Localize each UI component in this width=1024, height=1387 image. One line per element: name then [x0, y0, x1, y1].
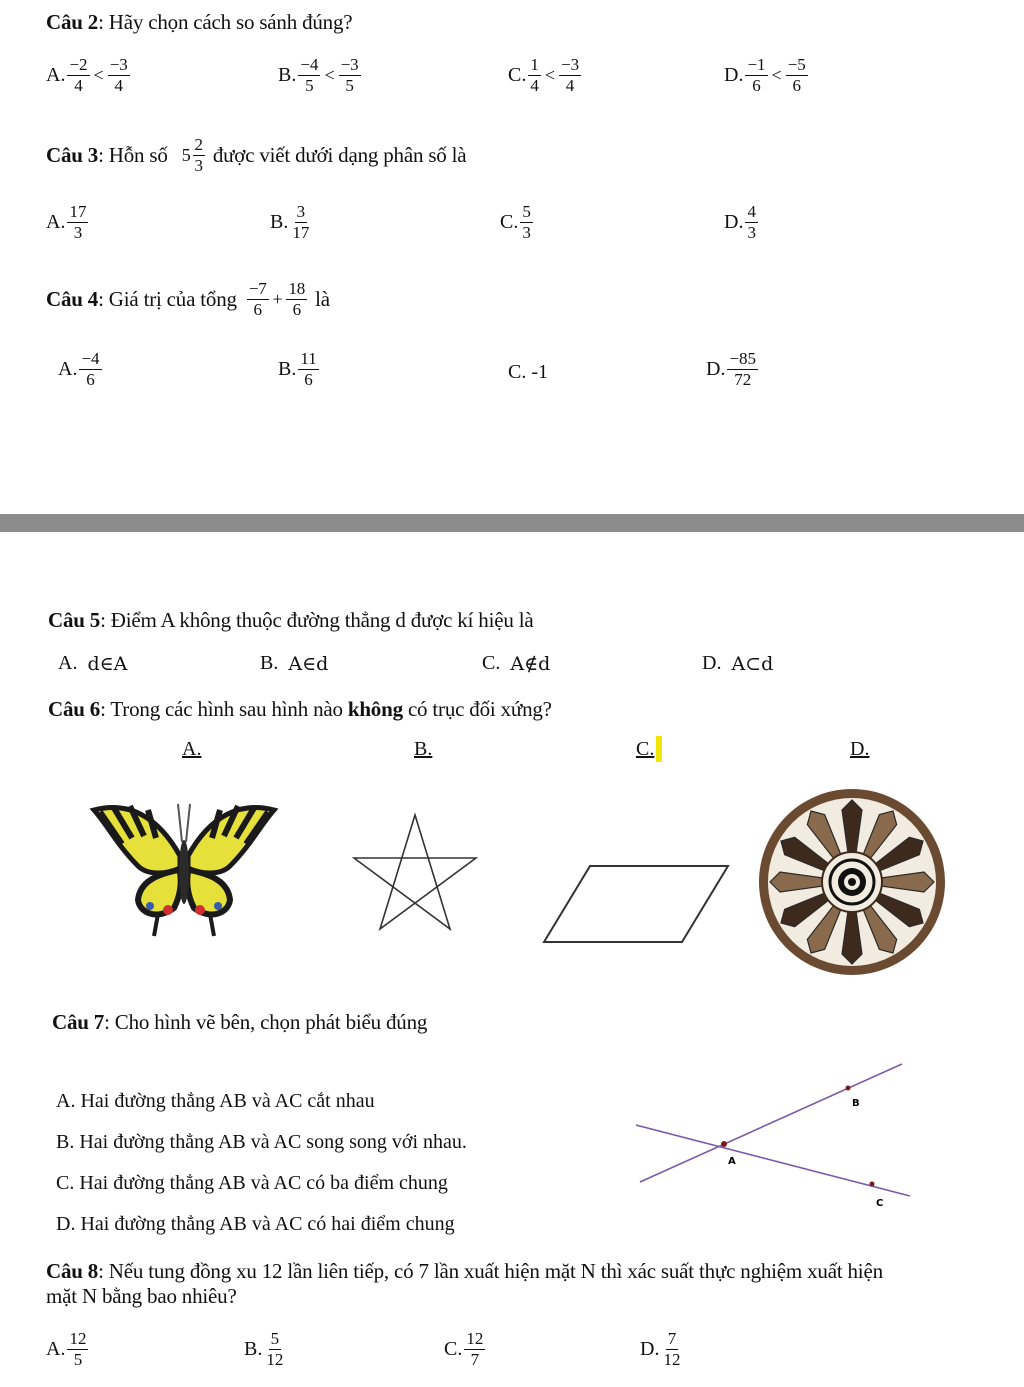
q7-option-b[interactable]: B. Hai đường thẳng AB và AC song song với nhau. [56, 1131, 467, 1153]
mixed-whole: 5 [181, 145, 191, 165]
butterfly-figure[interactable] [88, 796, 280, 938]
denominator: 3 [522, 223, 531, 242]
denominator: 3 [73, 223, 83, 242]
q6-option-c[interactable] [636, 736, 662, 762]
q6-label: Câu 6 [48, 697, 101, 721]
numerator: 12 [69, 1329, 87, 1348]
fraction [786, 56, 808, 95]
option-letter: B. [278, 64, 297, 86]
denominator: 12 [663, 1350, 681, 1369]
fraction [286, 280, 307, 319]
text-cursor-highlight [656, 736, 662, 762]
q3-label: Câu 3 [46, 143, 99, 167]
q3-text-pre: : Hỗn số [98, 143, 168, 167]
option-letter: C. [444, 1338, 463, 1360]
q6-text-bold: không [347, 697, 403, 721]
numerator: −85 [729, 349, 757, 368]
denominator: 4 [565, 76, 575, 95]
q3-option-d[interactable] [724, 203, 760, 242]
fraction [193, 136, 205, 175]
operator: < [93, 65, 104, 85]
numerator: 18 [288, 279, 306, 298]
option-letter: A. [46, 1338, 66, 1360]
option-letter: A. [46, 64, 66, 86]
operator: < [324, 65, 335, 85]
denominator: 4 [74, 76, 83, 95]
fraction [464, 1330, 485, 1369]
option-letter: A. [58, 358, 78, 380]
q2-label: Câu 2 [46, 10, 99, 34]
fraction [339, 56, 361, 95]
option-value: A∈d [288, 652, 329, 675]
q4-option-d[interactable] [706, 350, 760, 389]
q8-option-c[interactable] [444, 1330, 487, 1369]
numerator: −3 [340, 55, 359, 74]
numerator: 5 [522, 202, 531, 221]
numerator: −3 [561, 55, 580, 74]
option-letter: C. [482, 652, 501, 674]
q8-text-line2: mặt N bằng bao nhiêu? [46, 1284, 237, 1308]
fraction [298, 350, 318, 389]
q6-text-pre: : Trong các hình sau hình nào [100, 697, 348, 721]
q7-option-d[interactable]: D. Hai đường thẳng AB và AC có hai điểm chung [56, 1213, 455, 1235]
denominator: 6 [304, 370, 313, 389]
q6-question [48, 697, 552, 722]
fraction [290, 203, 311, 242]
fraction [108, 56, 130, 95]
denominator: 5 [345, 76, 354, 95]
q5-option-d[interactable] [702, 652, 773, 675]
numerator: 1 [530, 55, 539, 74]
numerator: −4 [300, 55, 319, 74]
q4-question [46, 280, 330, 319]
option-letter: A. [58, 652, 78, 674]
numerator: −4 [81, 349, 100, 368]
option-letter: D. [702, 652, 722, 674]
q3-option-c[interactable] [500, 203, 535, 242]
q7-option-a[interactable]: A. Hai đường thẳng AB và AC cắt nhau [56, 1090, 375, 1112]
denominator: 6 [752, 76, 761, 95]
q2-option-b[interactable] [278, 56, 363, 95]
q5-label: Câu 5 [48, 608, 101, 632]
q6-option-a-label[interactable]: A. [182, 738, 202, 760]
q2-question [46, 10, 352, 35]
numerator: 17 [69, 202, 87, 221]
option-letter: B. [260, 652, 279, 674]
q8-label: Câu 8 [46, 1259, 99, 1283]
fraction [745, 56, 767, 95]
point-a [721, 1141, 727, 1147]
fraction [67, 1330, 88, 1369]
label-b: B [852, 1098, 860, 1109]
lines-figure [636, 1058, 916, 1208]
q4-option-c[interactable] [508, 361, 548, 384]
q8-text-line1: : Nếu tung đồng xu 12 lần liên tiếp, có 7 lần xuất hiện mặt N thì xác suất thực nghiệm xuất hiện [98, 1259, 883, 1283]
denominator: 17 [292, 223, 310, 242]
q7-text: : Cho hình vẽ bên, chọn phát biểu đúng [104, 1010, 428, 1034]
operator: < [771, 65, 782, 85]
denominator: 6 [253, 300, 262, 319]
numerator: 3 [296, 202, 306, 221]
denominator: 6 [292, 300, 301, 319]
numerator: 2 [194, 135, 203, 154]
option-letter: D. [724, 64, 744, 86]
numerator: 4 [747, 202, 756, 221]
fraction [79, 350, 101, 389]
numerator: 5 [270, 1329, 280, 1348]
point-b [846, 1086, 851, 1091]
q2-text: : Hãy chọn cách so sánh đúng? [98, 10, 353, 34]
q5-option-b[interactable] [260, 652, 328, 675]
q6-option-c-label: C. [636, 737, 655, 760]
option-value: A∉d [510, 652, 551, 675]
fraction [528, 56, 541, 95]
option-letter: A. [46, 211, 66, 233]
option-letter: D. [640, 1338, 660, 1360]
option-letter: C. [500, 211, 519, 233]
parallelogram-figure[interactable] [540, 862, 732, 946]
q3-question [46, 136, 466, 175]
denominator: 3 [194, 156, 203, 175]
numerator: −1 [747, 55, 766, 74]
fraction [67, 56, 89, 95]
option-letter: C. [508, 64, 527, 86]
fraction [661, 1330, 682, 1369]
fraction [727, 350, 758, 389]
fraction [520, 203, 533, 242]
label-c: C [876, 1198, 884, 1208]
q8-option-b[interactable] [244, 1330, 287, 1369]
fraction [264, 1330, 285, 1369]
option-value: A⊂d [731, 652, 774, 675]
q3-text-post: được viết dưới dạng phân số là [212, 143, 467, 167]
q8-question [46, 1259, 883, 1284]
numerator: 11 [300, 349, 317, 368]
option-letter: D. [724, 211, 744, 233]
q3-option-a[interactable] [46, 203, 90, 242]
q4-label: Câu 4 [46, 287, 99, 311]
denominator: 4 [114, 76, 123, 95]
q2-option-a[interactable] [46, 56, 132, 95]
q7-label: Câu 7 [52, 1010, 105, 1034]
fraction [559, 56, 581, 95]
operator: < [544, 65, 555, 85]
option-letter: B. [278, 358, 297, 380]
denominator: 4 [530, 76, 539, 95]
line-ac [636, 1124, 910, 1196]
page-divider [0, 514, 1024, 532]
q5-option-c[interactable] [482, 652, 550, 675]
numerator: −5 [787, 55, 806, 74]
operator: + [272, 289, 283, 309]
q6-option-d-label[interactable]: D. [850, 738, 870, 760]
q2-option-d[interactable] [724, 56, 810, 95]
numerator: −2 [69, 55, 88, 74]
fraction [745, 203, 758, 242]
fraction [247, 280, 269, 319]
line-ab [640, 1064, 902, 1182]
denominator: 5 [73, 1350, 83, 1369]
numerator: −3 [109, 55, 128, 74]
denominator: 6 [792, 76, 801, 95]
label-a: A [728, 1156, 736, 1167]
q4-option-b[interactable] [278, 350, 321, 389]
numerator: −7 [248, 279, 267, 298]
q4-text-pre: : Giá trị của tổng [98, 287, 237, 311]
option-letter: B. [270, 211, 289, 233]
q3-option-b[interactable] [270, 203, 313, 242]
q6-text-post: có trục đối xứng? [402, 697, 552, 721]
numerator: 12 [466, 1329, 484, 1348]
q5-text: : Điểm A không thuộc đường thẳng d được kí hiệu là [100, 608, 534, 632]
fraction [298, 56, 320, 95]
denominator: 72 [734, 370, 752, 389]
option-value: d∈A [87, 652, 128, 675]
q4-text-post: là [315, 287, 330, 311]
q8-option-a[interactable] [46, 1330, 90, 1369]
q2-option-c[interactable] [508, 56, 583, 95]
star-figure[interactable] [352, 812, 478, 932]
q5-option-a[interactable] [58, 652, 127, 675]
point-c [870, 1182, 875, 1187]
denominator: 12 [266, 1350, 284, 1369]
q4-option-a[interactable] [58, 350, 104, 389]
q7-question [52, 1010, 427, 1035]
q8-option-d[interactable] [640, 1330, 684, 1369]
option-letter: C. [508, 361, 527, 383]
mandala-figure[interactable] [756, 786, 948, 978]
option-letter: D. [706, 358, 726, 380]
denominator: 6 [86, 370, 95, 389]
q5-question [48, 608, 533, 633]
denominator: 3 [747, 223, 756, 242]
q7-option-c[interactable]: C. Hai đường thẳng AB và AC có ba điểm chung [56, 1172, 448, 1194]
denominator: 7 [470, 1350, 480, 1369]
q6-option-b-label[interactable]: B. [414, 738, 433, 760]
fraction [67, 203, 88, 242]
denominator: 5 [305, 76, 314, 95]
numerator: 7 [667, 1329, 677, 1348]
option-value: -1 [531, 361, 549, 383]
option-letter: B. [244, 1338, 263, 1360]
